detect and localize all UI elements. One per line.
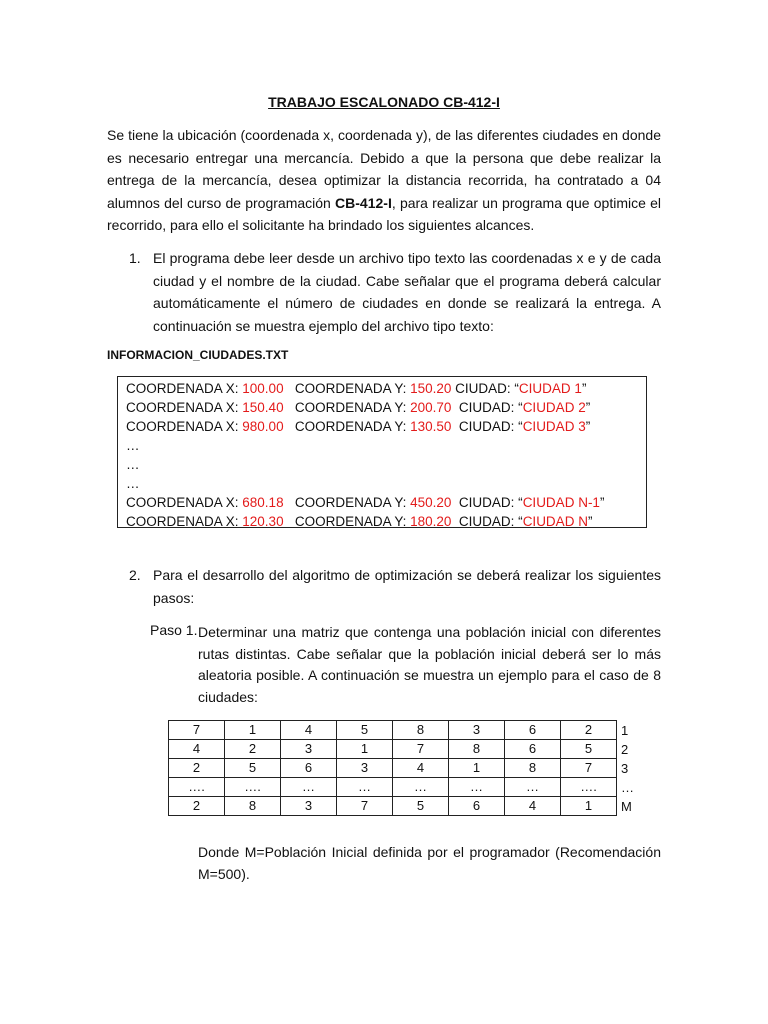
table-cell: … xyxy=(337,778,393,797)
table-cell: 1 xyxy=(449,759,505,778)
row-label: 3 xyxy=(621,761,629,776)
text-line: automáticamente el número de ciudades en donde se realizará la entrega. A xyxy=(153,295,661,311)
list-number: 2. xyxy=(129,567,141,583)
row-label: 1 xyxy=(621,723,629,738)
table-cell: 3 xyxy=(281,797,337,816)
table-cell: 4 xyxy=(281,721,337,740)
file-row: COORDENADA X: 680.18 COORDENADA Y: 450.20 CIUDAD: “CIUDAD N-1” xyxy=(126,495,605,510)
intro-line: Se tiene la ubicación (coordenada x, coordenada y), de las diferentes ciudades en donde xyxy=(107,127,661,143)
intro-line: entrega de la mercancía, desea optimizar la distancia recorrida, ha contratado a 04 xyxy=(107,172,661,188)
table-cell: 5 xyxy=(393,797,449,816)
row-label: 2 xyxy=(621,742,629,757)
file-row: COORDENADA X: 120.30 COORDENADA Y: 180.20 CIUDAD: “CIUDAD N” xyxy=(126,514,593,529)
table-row xyxy=(169,721,617,740)
list-item-text xyxy=(153,564,661,609)
intro-line: recorrido, para ello el solicitante ha brindado los siguientes alcances. xyxy=(107,217,535,233)
table-cell: 6 xyxy=(449,797,505,816)
table-cell: 7 xyxy=(393,740,449,759)
table-cell: … xyxy=(393,778,449,797)
table-cell: 8 xyxy=(449,740,505,759)
table-cell: 4 xyxy=(393,759,449,778)
intro-text: , para realizar un programa que optimice el xyxy=(391,194,661,211)
table-cell: 2 xyxy=(169,759,225,778)
table-cell: 4 xyxy=(505,797,561,816)
intro-paragraph xyxy=(107,124,661,237)
table-cell: 3 xyxy=(281,740,337,759)
table-cell: 5 xyxy=(337,721,393,740)
ellipsis-row: … xyxy=(126,476,140,491)
table-cell: 7 xyxy=(169,721,225,740)
intro-line: es necesario entregar una mercancía. Debido a que la persona que debe realizar la xyxy=(107,149,661,166)
ellipsis-row: … xyxy=(126,457,140,472)
text-line: ciudad y el nombre de la ciudad. Cabe señalar que el programa deberá calcular xyxy=(153,272,661,289)
table-cell: 2 xyxy=(561,721,617,740)
text-line: Para el desarrollo del algoritmo de optimización se deberá realizar los siguientes xyxy=(153,567,661,583)
table-row xyxy=(169,797,617,816)
table-cell: … xyxy=(449,778,505,797)
table-cell: 1 xyxy=(225,721,281,740)
table-cell: 5 xyxy=(561,740,617,759)
table-cell: … xyxy=(505,778,561,797)
table-cell: …. xyxy=(169,778,225,797)
list-item-text xyxy=(153,247,661,337)
table-cell: 6 xyxy=(505,740,561,759)
table-cell: 3 xyxy=(449,721,505,740)
intro-text: alumnos del curso de programación xyxy=(107,194,336,211)
step-text xyxy=(198,622,661,708)
row-label: M xyxy=(621,799,632,814)
text-line: aleatoria posible. A continuación se muestra un ejemplo para el caso de 8 xyxy=(198,667,661,683)
course-code: CB-412-I xyxy=(335,194,392,211)
table-row xyxy=(169,778,617,797)
definition-note xyxy=(198,841,661,885)
text-line: pasos: xyxy=(153,589,195,606)
table-cell: 7 xyxy=(561,759,617,778)
table-cell: 2 xyxy=(225,740,281,759)
row-label: … xyxy=(621,780,634,795)
table-row xyxy=(169,759,617,778)
table-cell: 5 xyxy=(225,759,281,778)
table-cell: 8 xyxy=(505,759,561,778)
text-line: rutas distintas. Cabe señalar que la población inicial deberá ser lo más xyxy=(198,645,661,662)
table-cell: 7 xyxy=(337,797,393,816)
table-cell: … xyxy=(281,778,337,797)
table-row xyxy=(169,740,617,759)
ellipsis-row: … xyxy=(126,438,140,453)
table-cell: 2 xyxy=(169,797,225,816)
step-label: Paso 1. xyxy=(150,622,198,638)
table-cell: 4 xyxy=(169,740,225,759)
population-table xyxy=(168,720,617,816)
text-line: El programa debe leer desde un archivo tipo texto las coordenadas x e y de cada xyxy=(153,250,661,266)
document-title: TRABAJO ESCALONADO CB-412-I xyxy=(268,94,500,110)
row-labels xyxy=(621,721,634,816)
list-number: 1. xyxy=(129,250,141,266)
file-row: COORDENADA X: 100.00 COORDENADA Y: 150.20 CIUDAD: “CIUDAD 1” xyxy=(126,381,587,396)
text-line: continuación se muestra ejemplo del archivo tipo texto: xyxy=(153,317,494,334)
table-cell: 1 xyxy=(337,740,393,759)
text-line: ciudades: xyxy=(198,688,258,705)
table-cell: 1 xyxy=(561,797,617,816)
file-example-box xyxy=(117,376,647,528)
file-name-label: INFORMACION_CIUDADES.TXT xyxy=(107,348,289,362)
text-line: Donde M=Población Inicial definida por el programador (Recomendación xyxy=(198,844,661,860)
table-cell: 3 xyxy=(337,759,393,778)
table-cell: 6 xyxy=(505,721,561,740)
text-line: Determinar una matriz que contenga una población inicial con diferentes xyxy=(198,624,661,640)
file-row: COORDENADA X: 980.00 COORDENADA Y: 130.50 CIUDAD: “CIUDAD 3” xyxy=(126,419,591,434)
table-cell: 8 xyxy=(393,721,449,740)
file-row: COORDENADA X: 150.40 COORDENADA Y: 200.70 CIUDAD: “CIUDAD 2” xyxy=(126,400,591,415)
table-cell: 8 xyxy=(225,797,281,816)
table-cell: …. xyxy=(225,778,281,797)
table-cell: 6 xyxy=(281,759,337,778)
intro-line xyxy=(107,192,661,215)
table-cell: …. xyxy=(561,778,617,797)
text-line: M=500). xyxy=(198,866,250,882)
